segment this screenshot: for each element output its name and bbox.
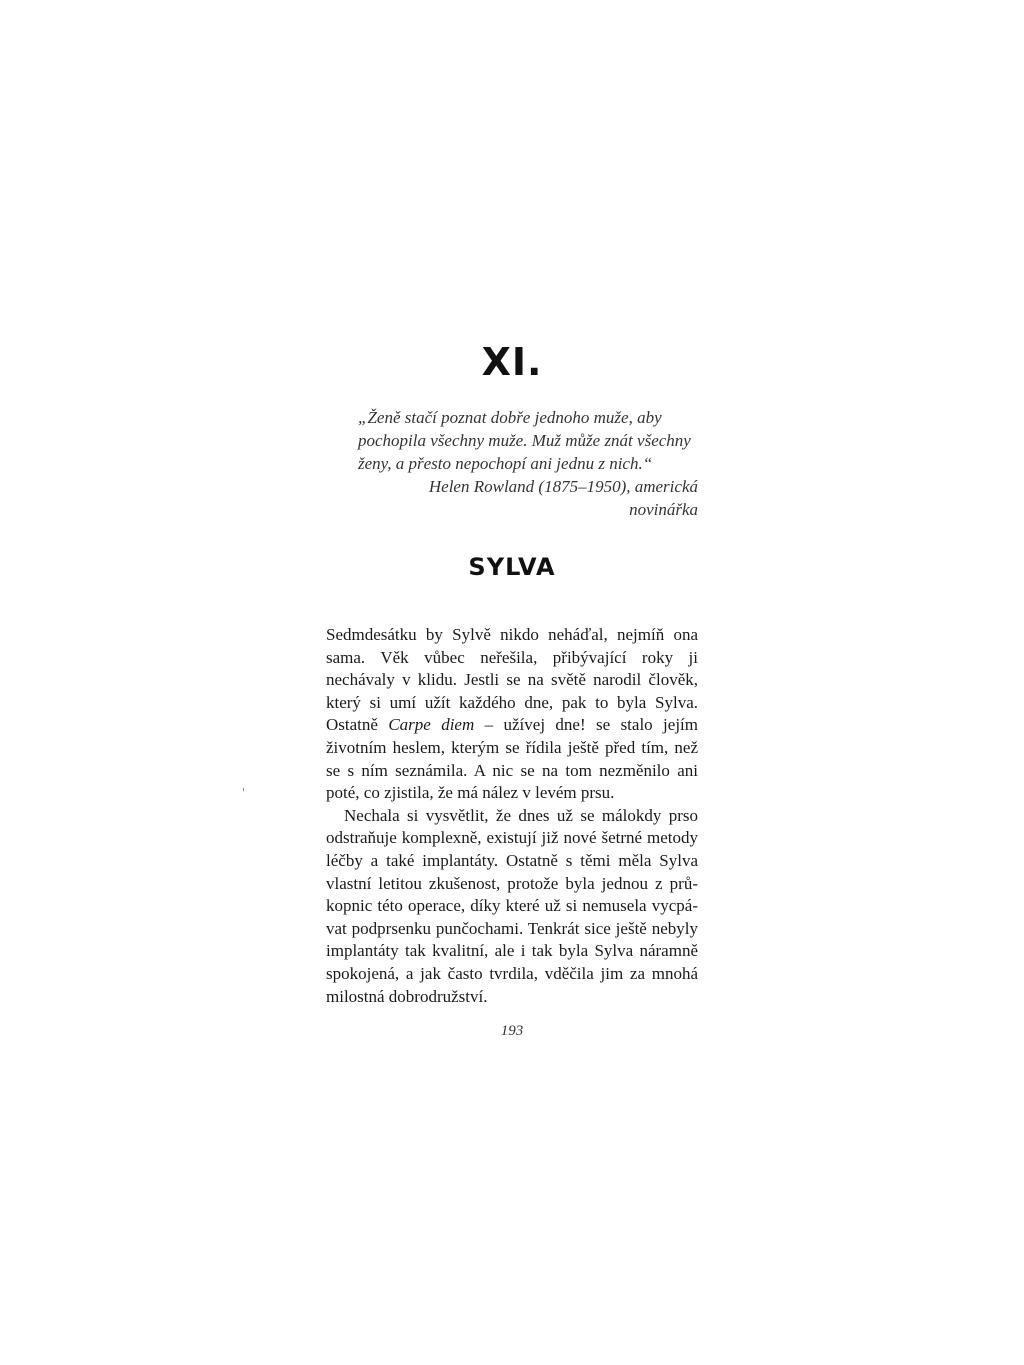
chapter-number: XI. bbox=[481, 340, 543, 384]
chapter-title: SYLVA bbox=[468, 553, 556, 581]
paragraph-1 bbox=[326, 624, 698, 805]
paragraph-1-text: Sedmdesátku by Sylvě nikdo neháďal, nejmíň ona sama. Věk vůbec neřešila, přibývající roky ji nechávaly v klidu. Jestli se na světě narodil člověk, který si umí užít každého dne, pak to byla Sylva. Ostatně bbox=[326, 625, 698, 735]
epigraph-attribution: Helen Rowland (1875–1950), americká novinářka bbox=[428, 477, 698, 519]
scan-mark bbox=[243, 788, 244, 791]
paragraph-1-italic: Carpe diem bbox=[388, 715, 475, 735]
epigraph bbox=[358, 406, 698, 521]
epigraph-quote: „Ženě stačí poznat dobře jednoho muže, aby pochopila všechny muže. Muž může znát všechny ženy, a přesto nepochopí ani jednu z nich.“ bbox=[358, 408, 691, 473]
page-number: 193 bbox=[500, 1023, 524, 1039]
paragraph-1-text-continued: – užívej dne! se stalo jejím životním heslem, kterým se řídila ještě před tím, než se s ním seznámila. A nic se na tom nezměnilo ani poté, co zjistila, že má nález v levém prsu. bbox=[326, 715, 698, 803]
paragraph-2: Nechala si vysvětlit, že dnes už se málokdy prso odstraňuje komplexně, existují již nové šetrné metody léčby a také implantáty. Ostatně s těmi měla Sylva vlastní letitou zkušenost, protože byla jednou z průkopnic této operace, díky které už si nemusela vycpávat podprsenku punčochami. Tenkrát sice ještě nebyly implantáty tak kvalitní, ale i tak byla Sylva náramně spokojená, a jak často tvrdila, vděčila jim za mnohá milostná dobrodružství. bbox=[326, 805, 698, 1006]
body-text bbox=[326, 624, 698, 1008]
